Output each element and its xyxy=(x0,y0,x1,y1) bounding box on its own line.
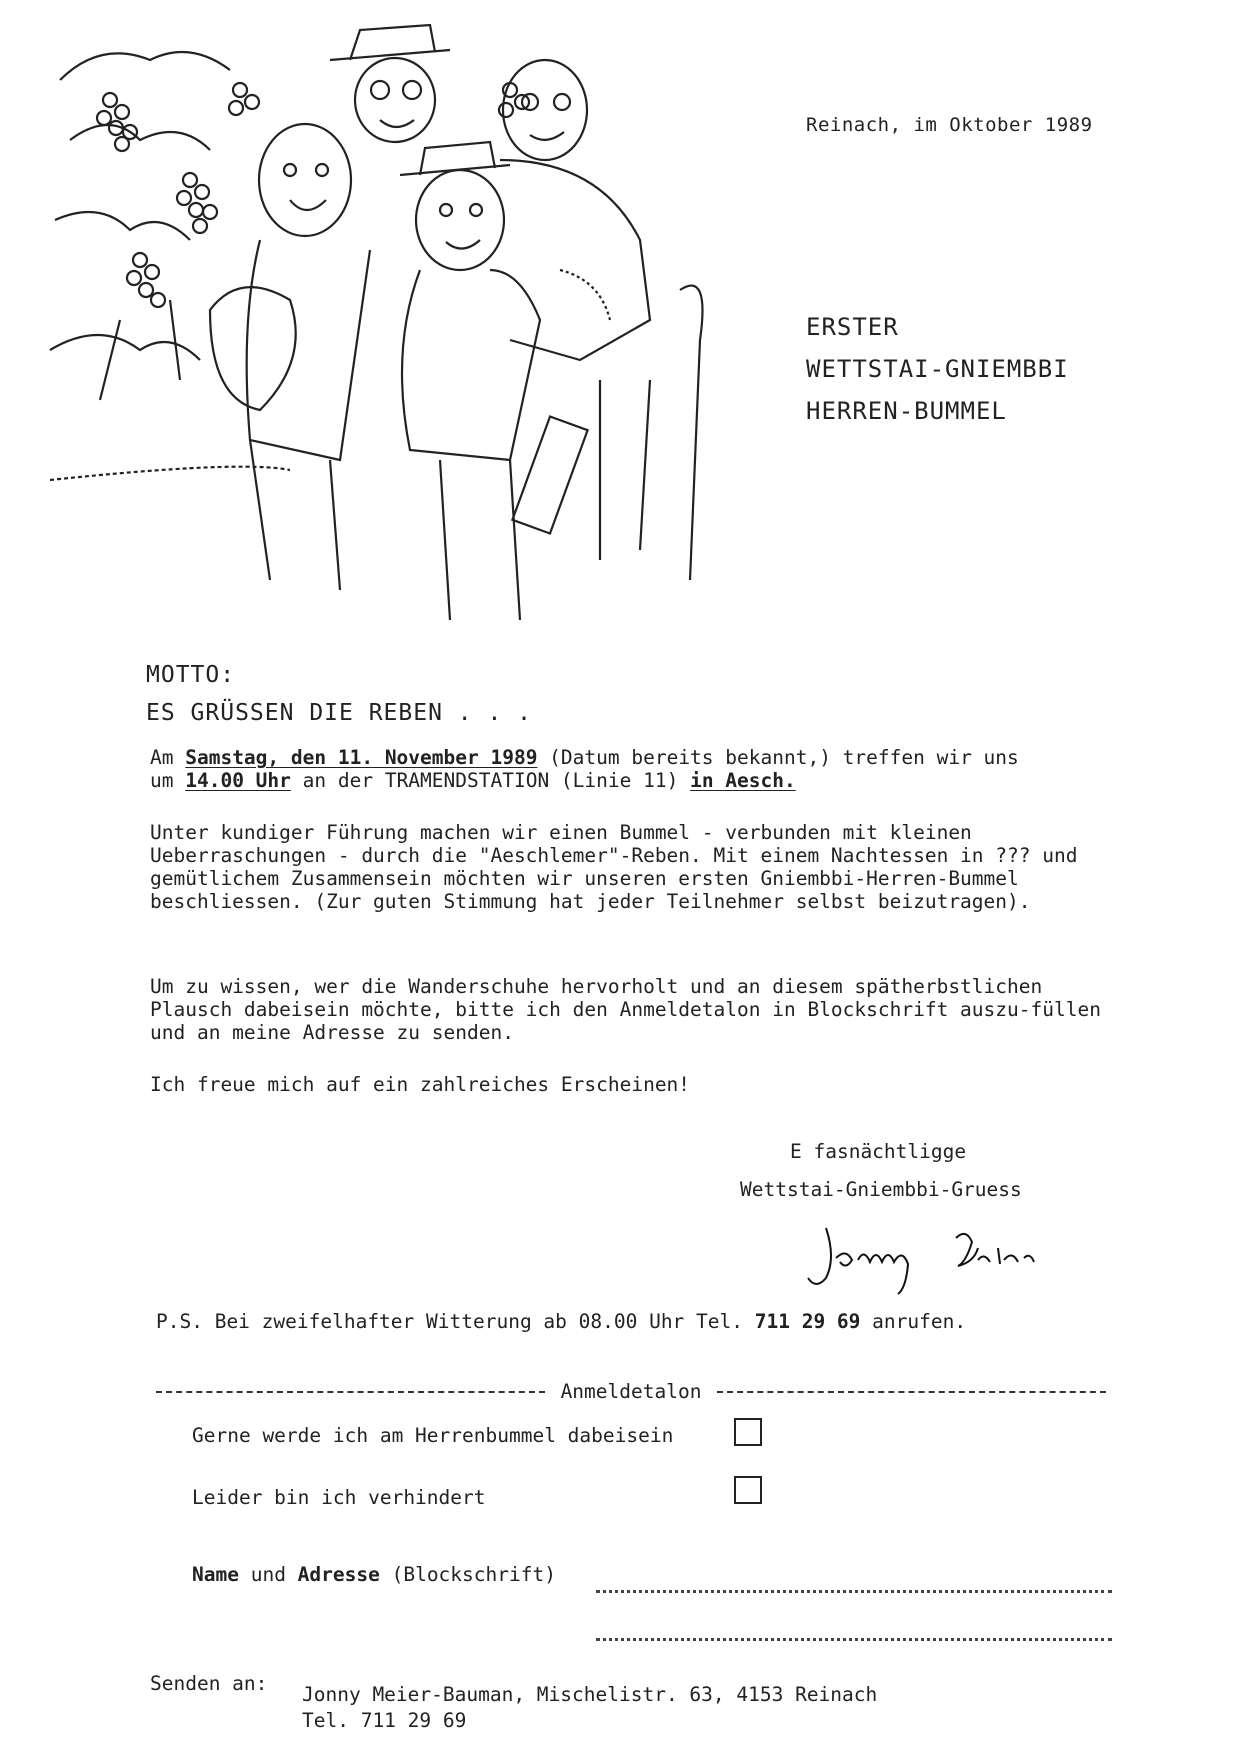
p1-b: (Datum bereits bekannt,) treffen wir uns xyxy=(537,746,1019,769)
event-date: Samstag, den 11. November 1989 xyxy=(185,746,538,769)
event-title-line-2: WETTSTAI-GNIEMBBI xyxy=(806,355,1069,383)
attend-checkbox[interactable] xyxy=(734,1418,762,1446)
name-address-label xyxy=(192,1563,556,1586)
place-date: Reinach, im Oktober 1989 xyxy=(806,114,1093,136)
form-divider xyxy=(156,1380,1106,1403)
handwritten-signature xyxy=(806,1218,1056,1298)
grape-vines xyxy=(50,52,529,480)
closing-line-2: Wettstai-Gniembbi-Gruess xyxy=(740,1178,1022,1201)
blockschrift-hint: (Blockschrift) xyxy=(379,1563,556,1586)
event-title xyxy=(806,306,1069,432)
send-to-address: Jonny Meier-Bauman, Mischelistr. 63, 4153 Reinach xyxy=(302,1683,878,1706)
motto-text: ES GRÜSSEN DIE REBEN . . . xyxy=(146,700,533,726)
paragraph-registration: Um zu wissen, wer die Wanderschuhe hervorholt und an diesem spätherbstlichen Plausch dabeisein möchte, bitte ich den Anmeldetalon in Blockschrift auszu-füllen und an meine Adresse zu senden. xyxy=(150,975,1101,1044)
p1-a: Am xyxy=(150,746,186,769)
postscript xyxy=(156,1310,966,1333)
divider-dashes-right xyxy=(717,1391,1106,1393)
closing-line-1: E fasnächtligge xyxy=(790,1140,967,1163)
form-label: Anmeldetalon xyxy=(560,1380,702,1403)
send-to-phone: Tel. 711 29 69 xyxy=(302,1709,467,1732)
hiker-top xyxy=(330,25,450,142)
name-label: Name xyxy=(192,1563,239,1586)
name-address-field-2[interactable] xyxy=(596,1638,1112,1641)
ps-phone: 711 29 69 xyxy=(754,1310,861,1333)
event-title-line-1: ERSTER xyxy=(806,313,899,341)
decline-checkbox[interactable] xyxy=(734,1476,762,1504)
address-label: Adresse xyxy=(297,1563,380,1586)
name-address-field-1[interactable] xyxy=(596,1590,1112,1593)
und-label: und xyxy=(238,1563,298,1586)
send-to-address-block xyxy=(302,1682,877,1734)
event-title-line-3: HERREN-BUMMEL xyxy=(806,397,1007,425)
ps-b: anrufen. xyxy=(860,1310,967,1333)
p1-c: um xyxy=(150,769,186,792)
cartoon-illustration xyxy=(40,20,800,640)
hiker-left xyxy=(210,124,370,590)
paragraph-tour: Unter kundiger Führung machen wir einen Bummel - verbunden mit kleinen Ueberraschungen - durch die "Aeschlemer"-Reben. Mit einem Nachtessen in ??? und gemütlichem Zusammensein möchten wir unseren ersten Gniembbi-Herren-Bummel beschliessen. (Zur guten Stimmung hat jeder Teilnehmer selbst beizutragen). xyxy=(150,821,1078,913)
event-time: 14.00 Uhr xyxy=(185,769,291,792)
send-to-label: Senden an: xyxy=(150,1672,268,1695)
paragraph-meeting xyxy=(150,746,1110,792)
hiker-right xyxy=(500,60,703,580)
option-attend-label: Gerne werde ich am Herrenbummel dabeisein xyxy=(192,1424,674,1447)
motto-label: MOTTO: xyxy=(146,662,236,688)
ps-a: P.S. Bei zweifelhafter Witterung ab 08.00 Uhr Tel. xyxy=(156,1310,755,1333)
hiker-center xyxy=(400,142,610,620)
divider-dashes-left xyxy=(156,1391,545,1393)
p1-d: an der TRAMENDSTATION (Linie 11) xyxy=(290,769,691,792)
option-decline-label: Leider bin ich verhindert xyxy=(192,1486,486,1509)
paragraph-closing: Ich freue mich auf ein zahlreiches Erscheinen! xyxy=(150,1073,691,1096)
event-place: in Aesch. xyxy=(690,769,796,792)
